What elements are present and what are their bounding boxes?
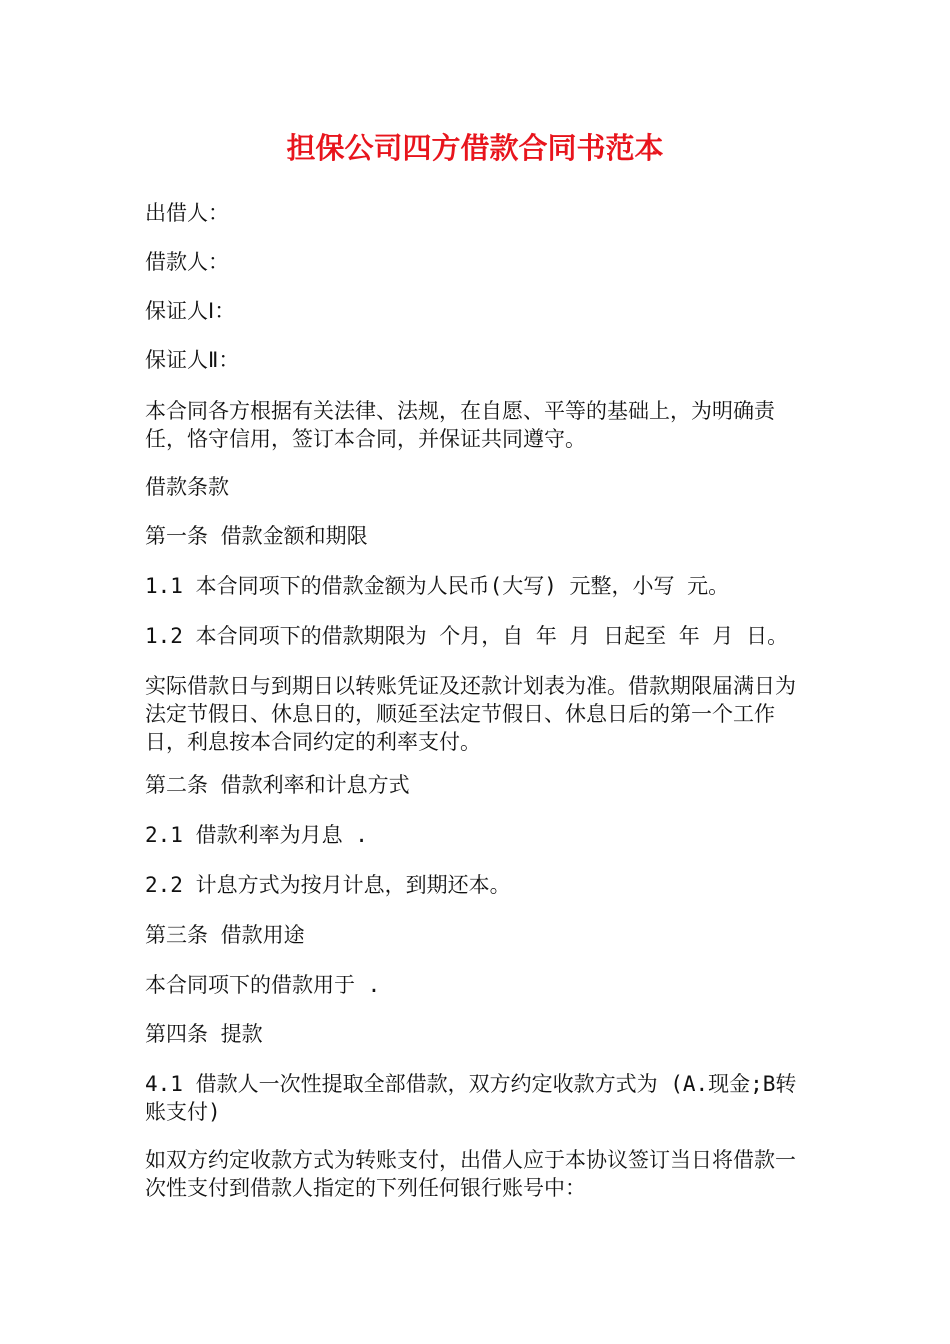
clause-1-1: 1.1 本合同项下的借款金额为人民币(大写) 元整，小写 元。	[145, 574, 730, 598]
actual-loan-date-paragraph: 实际借款日与到期日以转账凭证及还款计划表为准。借款期限届满日为法定节假日、休息日的，顺延至法定节假日、休息日后的第一个工作日，利息按本合同约定的利率支付。	[145, 674, 796, 754]
clause-4-1: 4.1 借款人一次性提取全部借款，双方约定收款方式为 (A.现金;B转账支付)	[145, 1072, 797, 1124]
clause-1-2: 1.2 本合同项下的借款期限为 个月，自 年 月 日起至 年 月 日。	[145, 624, 789, 648]
preamble-paragraph: 本合同各方根据有关法律、法规，在自愿、平等的基础上，为明确责任，恪守信用，签订本合同，并保证共同遵守。	[145, 399, 775, 451]
article-4-heading: 第四条 提款	[145, 1022, 263, 1046]
article-3-heading: 第三条 借款用途	[145, 923, 305, 947]
article-2-heading: 第二条 借款利率和计息方式	[145, 773, 410, 797]
guarantor-2-line: 保证人Ⅱ：	[145, 348, 240, 372]
lender-line: 出借人：	[145, 201, 229, 225]
article-1-heading: 第一条 借款金额和期限	[145, 524, 368, 548]
section-heading-loan-terms: 借款条款	[145, 475, 229, 499]
document-title: 担保公司四方借款合同书范本	[286, 131, 664, 165]
clause-2-1: 2.1 借款利率为月息 .	[145, 823, 368, 847]
guarantor-1-line: 保证人Ⅰ：	[145, 299, 236, 323]
clause-2-2: 2.2 计息方式为按月计息，到期还本。	[145, 873, 511, 897]
transfer-payment-paragraph: 如双方约定收款方式为转账支付，出借人应于本协议签订当日将借款一次性支付到借款人指定的下列任何银行账号中：	[145, 1148, 796, 1200]
borrower-line: 借款人：	[145, 250, 229, 274]
loan-purpose-paragraph: 本合同项下的借款用于 .	[145, 973, 381, 997]
